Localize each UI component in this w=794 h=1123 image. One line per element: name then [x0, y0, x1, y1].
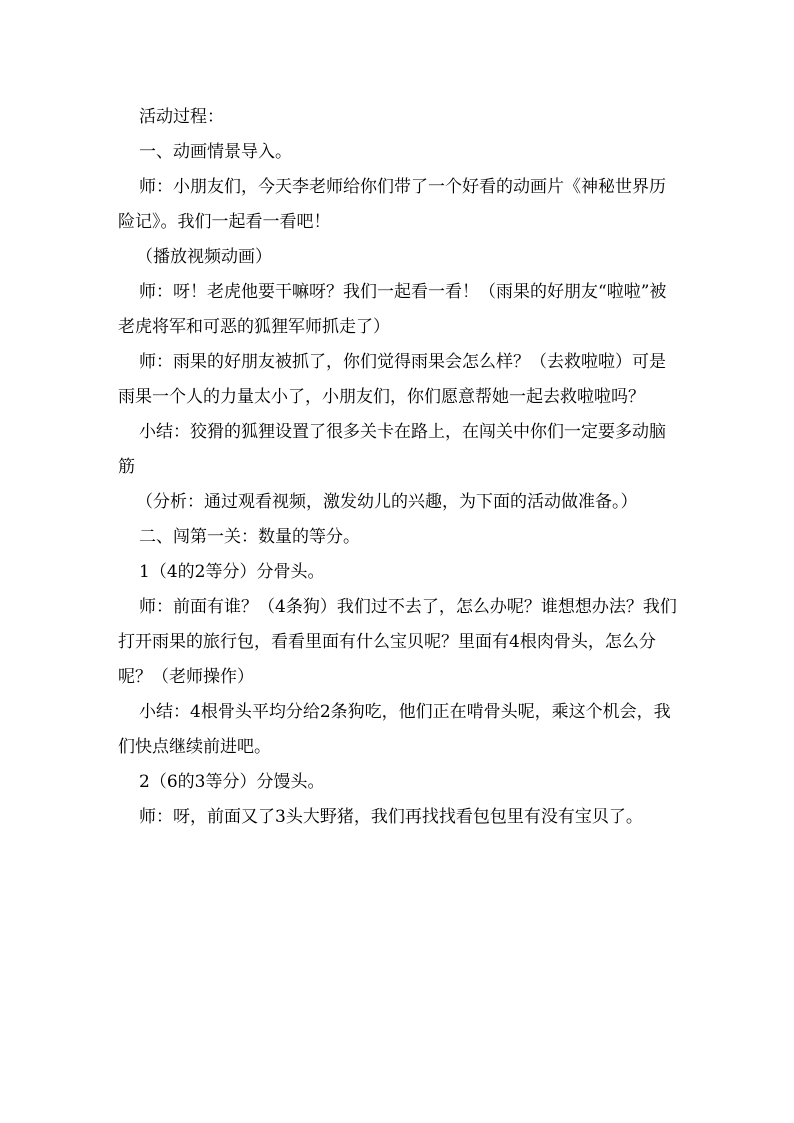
paragraph-analysis-1: （分析：通过观看视频，激发幼儿的兴趣，为下面的活动做准备。）	[136, 492, 638, 512]
paragraph-section-2-heading: 二、闯第一关：数量的等分。	[139, 527, 360, 547]
paragraph-step-1-bones: 1（4的2等分）分骨头。	[139, 562, 325, 582]
paragraph-teacher-dogs: 师：前面有谁？（4条狗）我们过不去了，怎么办呢？谁想想办法？我们打开雨果的旅行包，看看里面有什么宝贝呢？里面有4根肉骨头，怎么分呢？（老师操作）	[118, 597, 677, 687]
paragraph-summary-1: 小结：狡猾的狐狸设置了很多关卡在路上，在闯关中你们一定要多动脑筋	[118, 422, 666, 477]
paragraph-step-2-buns: 2（6的3等分）分馒头。	[139, 772, 325, 792]
paragraph-play-video: （播放视频动画）	[136, 247, 272, 267]
document-body	[118, 100, 678, 835]
paragraph-teacher-intro: 师：小朋友们，今天李老师给你们带了一个好看的动画片《神秘世界历险记》。我们一起看一看吧！	[118, 177, 666, 232]
paragraph-section-1-heading: 一、动画情景导入。	[139, 142, 292, 162]
paragraph-teacher-boars: 师：呀，前面又了3头大野猪，我们再找找看包包里有没有宝贝了。	[139, 807, 643, 827]
paragraph-activity-process: 活动过程：	[139, 107, 224, 127]
paragraph-teacher-tiger: 师：呀！老虎他要干嘛呀？我们一起看一看！（雨果的好朋友“啦啦”被老虎将军和可恶的狐狸军师抓走了）	[118, 282, 667, 337]
paragraph-summary-2: 小结：4根骨头平均分给2条狗吃，他们正在啃骨头呢，乘这个机会，我们快点继续前进吧。	[118, 702, 671, 757]
paragraph-teacher-rescue: 师：雨果的好朋友被抓了，你们觉得雨果会怎么样？（去救啦啦）可是雨果一个人的力量太小了，小朋友们，你们愿意帮她一起去救啦啦吗？	[118, 352, 666, 407]
